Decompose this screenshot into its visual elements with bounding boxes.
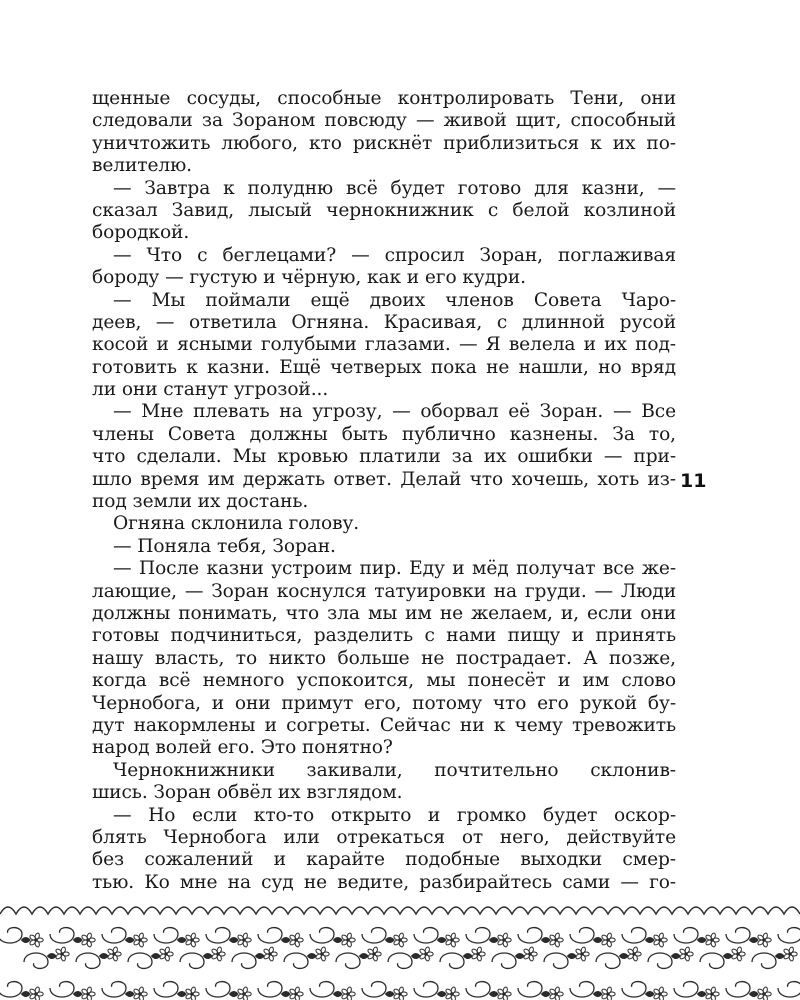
text-line: когда всё немного успокоится, мы понесёт и им слово (92, 670, 676, 692)
ornament-flower (289, 987, 303, 1000)
text-line: велителю. (92, 155, 192, 177)
ornament-flower (55, 947, 69, 962)
ornament-swirl (674, 928, 707, 943)
ornament-flower (185, 987, 199, 1000)
ornament-flower (523, 947, 537, 962)
ornament-swirl (50, 982, 83, 997)
text-line: щенные сосуды, способные контролировать Тени, они (92, 88, 676, 109)
text-line: деев, — ответила Огняна. Красивая, с длинной русой (92, 311, 676, 333)
ornament-swirl (596, 953, 629, 968)
ornament-swirl (414, 928, 447, 943)
ornament-flower (211, 947, 225, 962)
ornament-flower (549, 933, 563, 948)
ornament-swirl (232, 953, 265, 968)
ornament-flower (29, 987, 43, 1000)
ornament-swirl (466, 982, 499, 997)
paragraph (92, 245, 676, 290)
ornament-flower (237, 933, 251, 948)
paragraph (92, 401, 676, 513)
ornament-swirl (544, 953, 577, 968)
ornament-swirl (466, 928, 499, 943)
ornament-swirl (726, 982, 759, 997)
ornament-swirl (778, 982, 800, 997)
ornament-flower (471, 947, 485, 962)
ornament-flower (159, 947, 173, 962)
ornament-swirl (180, 953, 213, 968)
ornament-flower (445, 987, 459, 1000)
ornament-flower (133, 933, 147, 948)
ornament-swirl (310, 928, 343, 943)
ornament-flower (289, 933, 303, 948)
text-line: уничтожить любого, кто рискнёт приблизиться к их по- (92, 132, 676, 154)
text-line: лающие, — Зоран коснулся татуировки на груди. — Люди (92, 580, 676, 602)
text-line: — Мы поймали ещё двоих членов Совета Чаро- (113, 289, 676, 311)
text-line: — После казни устроим пир. Еду и мёд получат все же- (113, 558, 676, 580)
text-line: что сделали. Мы кровью платили за их ошибки — при- (92, 446, 676, 468)
ornament-flower (29, 933, 43, 948)
ornament-flower (757, 987, 771, 1000)
ornament-flower (757, 933, 771, 948)
ornament-swirl (154, 928, 187, 943)
ornament-flower (107, 947, 121, 962)
ornament-swirl (726, 928, 759, 943)
text-line: сказал Завид, лысый чернокнижник с белой козлиной (92, 199, 676, 221)
ornament-swirl (154, 982, 187, 997)
ornament-flower (549, 987, 563, 1000)
ornament-swirl (284, 953, 317, 968)
ornament-flower (653, 987, 667, 1000)
ornament-flower (81, 933, 95, 948)
ornament-scalloped-edge (0, 907, 800, 914)
text-line: — Мне плевать на угрозу, — оборвал её Зоран. — Все (113, 401, 676, 423)
paragraph (92, 536, 676, 558)
text-line: без сожалений и карайте подобные выходки смер- (92, 849, 676, 871)
ornament-flower (263, 947, 277, 962)
text-line: — Но если кто-то открыто и громко будет оскор- (113, 804, 676, 826)
ornament-swirl (778, 928, 800, 943)
ornament-swirl (570, 982, 603, 997)
ornament-swirl (258, 928, 291, 943)
text-line: — Поняла тебя, Зоран. (113, 535, 336, 557)
ornament-flower (653, 933, 667, 948)
ornament-swirl (362, 928, 395, 943)
ornament-flower (133, 987, 147, 1000)
ornament-flower (185, 933, 199, 948)
ornament-swirl (570, 928, 603, 943)
ornament-swirl (752, 953, 785, 968)
text-line: должны понимать, что зла мы им не желаем, и, если они (92, 602, 676, 624)
ornament-flower (393, 933, 407, 948)
ornament-flower (575, 947, 589, 962)
ornament-swirl (492, 953, 525, 968)
page-body-text (92, 88, 676, 894)
ornament-swirl (362, 982, 395, 997)
text-line: шло время им держать ответ. Делай что хочешь, хоть из- (92, 468, 676, 490)
ornament-swirl (622, 982, 655, 997)
text-line: дут накормлены и согреты. Сейчас ни к чему тревожить (92, 714, 676, 736)
paragraph (92, 290, 676, 402)
ornament-swirl (206, 982, 239, 997)
ornament-flower (705, 987, 719, 1000)
text-line: бороду — густую и чёрную, как и его кудри. (92, 267, 526, 289)
ornament-flower (497, 933, 511, 948)
text-line: бородкой. (92, 222, 190, 244)
text-line: шись. Зоран обвёл их взглядом. (92, 782, 403, 804)
paragraph (92, 513, 676, 535)
ornament-flower (497, 987, 511, 1000)
text-line: блять Чернобога или отрекаться от него, действуйте (92, 826, 676, 848)
text-line: Чернокнижники закивали, почтительно склонив- (113, 759, 676, 781)
ornament-swirl (206, 928, 239, 943)
paragraph (92, 558, 676, 760)
ornament-swirl (674, 982, 707, 997)
text-line: ли они станут угрозой... (92, 379, 329, 401)
ornament-swirl (518, 928, 551, 943)
ornament-flower (367, 947, 381, 962)
ornament-swirl (310, 982, 343, 997)
ornament-swirl (622, 928, 655, 943)
paragraph (92, 760, 676, 805)
text-line: — Что с беглецами? — спросил Зоран, поглаживая (113, 244, 676, 266)
ornament-swirl (648, 953, 681, 968)
ornament-swirl (76, 953, 109, 968)
text-line: тью. Ко мне на суд не ведите, разбирайтесь сами — го- (92, 871, 676, 893)
ornament-flower (731, 947, 745, 962)
ornament-swirl (700, 953, 733, 968)
paragraph (92, 178, 676, 245)
text-line: готовы подчиниться, разделить с нами пищу и принять (92, 625, 676, 647)
ornament-flower (601, 987, 615, 1000)
ornament-swirl (0, 928, 31, 943)
ornament-flower (81, 987, 95, 1000)
floral-border-ornament (0, 900, 800, 1000)
ornament-flower (705, 933, 719, 948)
ornament-swirl (102, 982, 135, 997)
ornament-swirl (414, 982, 447, 997)
ornament-flower (393, 987, 407, 1000)
text-line: под земли их достань. (92, 491, 309, 513)
ornament-swirl (388, 953, 421, 968)
paragraph (92, 88, 676, 178)
ornament-swirl (518, 982, 551, 997)
ornament-flower (783, 947, 797, 962)
paragraph (92, 805, 676, 895)
ornament-swirl (102, 928, 135, 943)
ornament-flower (315, 947, 329, 962)
ornament-flower (341, 933, 355, 948)
ornament-flower (237, 987, 251, 1000)
ornament-flower (419, 947, 433, 962)
ornament-flower (341, 987, 355, 1000)
text-line: Чернобога, и они примут его, потому что его рукой бу- (92, 692, 676, 714)
text-line: члены Совета должны быть публично казнены. За то, (92, 423, 676, 445)
text-line: готовить к казни. Ещё четверых пока не нашли, но вряд (92, 356, 676, 378)
ornament-swirl (128, 953, 161, 968)
text-line: косой и ясными голубыми глазами. — Я велела и их под- (92, 334, 676, 356)
ornament-flower (679, 947, 693, 962)
ornament-flower (601, 933, 615, 948)
text-line: следовали за Зораном повсюду — живой щит, способный (92, 110, 676, 132)
page-number: 11 (680, 470, 707, 492)
ornament-flower (445, 933, 459, 948)
ornament-swirl (0, 982, 31, 997)
ornament-swirl (440, 953, 473, 968)
ornament-swirl (24, 953, 57, 968)
ornament-swirl (336, 953, 369, 968)
ornament-swirl (258, 982, 291, 997)
text-line: народ волей его. Это понятно? (92, 737, 393, 759)
text-line: Огняна склонила голову. (113, 513, 360, 535)
text-line: нашу власть, то никто больше не пострадает. А позже, (92, 647, 676, 669)
ornament-flower (627, 947, 641, 962)
text-line: — Завтра к полудню всё будет готово для казни, — (113, 177, 676, 199)
ornament-swirl (50, 928, 83, 943)
